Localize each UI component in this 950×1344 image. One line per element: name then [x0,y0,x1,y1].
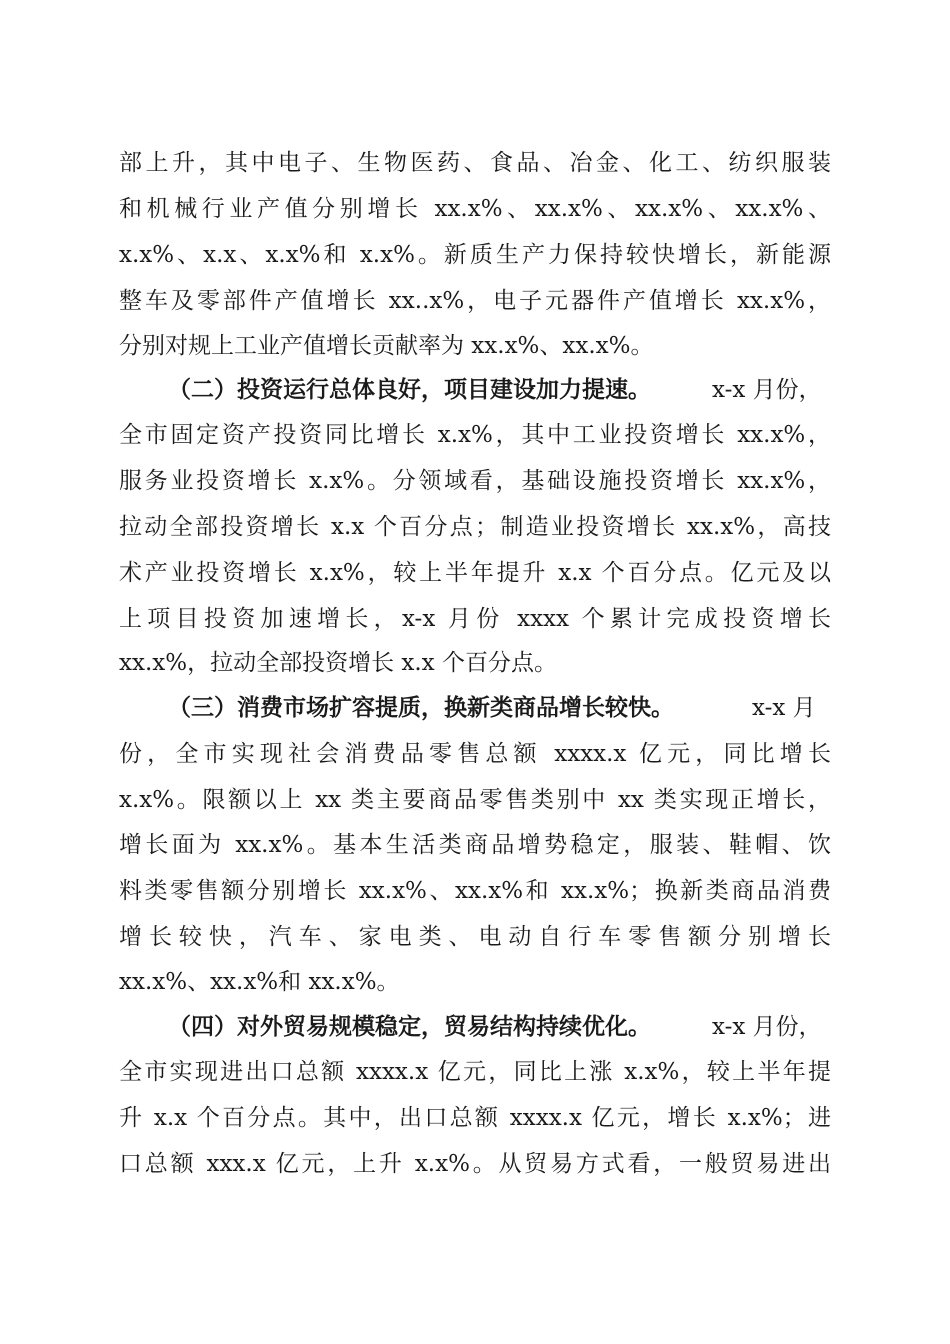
paragraph-line: 上项目投资加速增长，x-x 月份 xxxx 个累计完成投资增长 [119,606,831,632]
paragraph-line: 料类零售额分别增长 xx.x%、xx.x%和 xx.x%；换新类商品消费 [119,878,831,904]
section-heading-trade: （四）对外贸易规模稳定，贸易结构持续优化。 [168,1013,651,1040]
paragraph-line: 部上升，其中电子、生物医药、食品、冶金、化工、纺织服装 [119,150,831,176]
paragraph-line: x-x 月份， [712,377,822,403]
paragraph-line: 全市固定资产投资同比增长 x.x%，其中工业投资增长 xx.x%， [119,422,831,448]
paragraph-line: 升 x.x 个百分点。其中，出口总额 xxxx.x 亿元，增长 x.x%；进 [119,1105,831,1131]
paragraph-line: 全市实现进出口总额 xxxx.x 亿元，同比上涨 x.x%，较上半年提 [119,1059,831,1085]
paragraph-line: x-x 月份， [712,1014,822,1040]
section-heading-consumption: （三）消费市场扩容提质，换新类商品增长较快。 [168,694,674,721]
paragraph-line: 分别对规上工业产值增长贡献率为 xx.x%、xx.x%。 [119,333,654,359]
paragraph-line: 增长较快，汽车、家电类、电动自行车零售额分别增长 [119,924,831,950]
paragraph-line: 份，全市实现社会消费品零售总额 xxxx.x 亿元，同比增长 [119,741,831,767]
paragraph-line: 和机械行业产值分别增长 xx.x%、xx.x%、xx.x%、xx.x%、 [119,196,831,222]
paragraph-line: xx.x%，拉动全部投资增长 x.x 个百分点。 [119,650,557,676]
paragraph-line: 整车及零部件产值增长 xx..x%，电子元器件产值增长 xx.x%， [119,288,831,314]
paragraph-line: 拉动全部投资增长 x.x 个百分点；制造业投资增长 xx.x%，高技 [119,514,831,540]
paragraph-line: x-x 月 [752,695,816,721]
paragraph-line: x.x%。限额以上 xx 类主要商品零售类别中 xx 类实现正增长， [119,787,831,813]
section-heading-investment: （二）投资运行总体良好，项目建设加力提速。 [168,376,651,403]
paragraph-line: xx.x%、xx.x%和 xx.x%。 [119,969,400,995]
paragraph-line: 增长面为 xx.x%。基本生活类商品增势稳定，服装、鞋帽、饮 [119,832,831,858]
paragraph-line: x.x%、x.x、x.x%和 x.x%。新质生产力保持较快增长，新能源 [119,242,831,268]
paragraph-line: 术产业投资增长 x.x%，较上半年提升 x.x 个百分点。亿元及以 [119,560,831,586]
paragraph-line: 服务业投资增长 x.x%。分领域看，基础设施投资增长 xx.x%， [119,468,831,494]
paragraph-line: 口总额 xxx.x 亿元，上升 x.x%。从贸易方式看，一般贸易进出 [119,1151,831,1177]
